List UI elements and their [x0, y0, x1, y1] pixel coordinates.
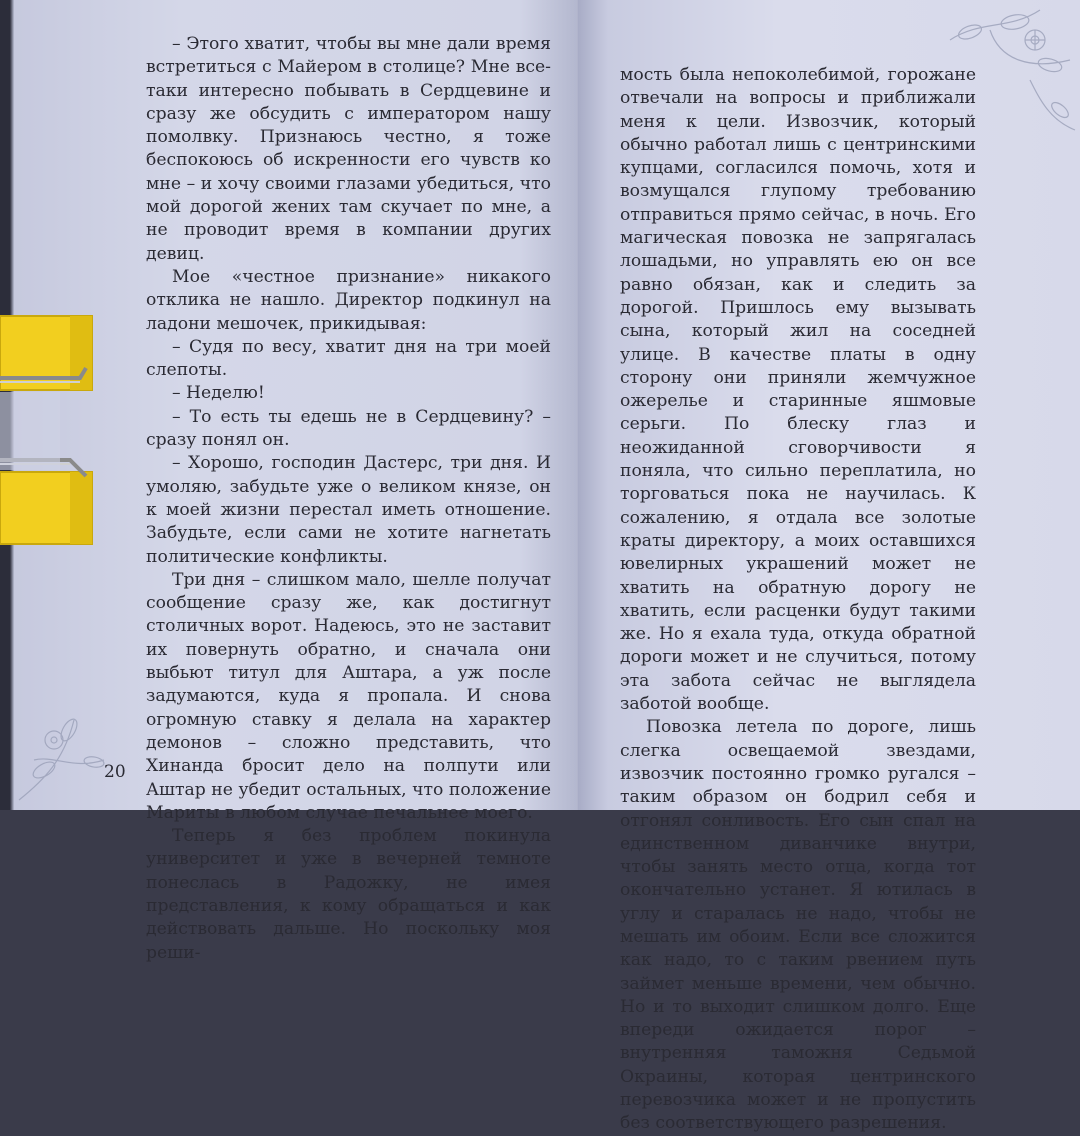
binder-clip-icon — [0, 310, 96, 550]
paragraph: – То есть ты едешь не в Сердцевину? – сразу понял он. — [146, 406, 551, 451]
paragraph: мость была непоколебимой, горожане отвечали на вопросы и приближали меня к цели. Извозчик, который обычно работал лишь с центринскими купцами, согласился помочь, хотя и возмущался глупому требованию отправиться прямо сейчас, в ночь. Его магическая повозка не запрягалась лошадьми, но управлять ею он все равно обязан, как и следить за дорогой. Пришлось ему вызывать сына, который жил на соседней улице. В качестве платы в одну сторону они приняли жемчужное ожерелье и старинные яшмовые серьги. По блеску глаз и неожиданной сговорчивости я поняла, что сильно переплатила, но торговаться пока не научилась. К сожалению, я отдала все золотые краты директору, а моих оставшихся ювелирных украшений может не хватить на обратную дорогу не хватить, если расценки будут такими же. Но я ехала туда, откуда обратной дороги может и не случиться, потому эта забота сейчас не выглядела заботой вообще. — [620, 65, 976, 715]
paragraph: Теперь я без проблем покинула университет и уже в вечерней темноте понеслась в Радожку, не имея представления, к кому обращаться и как действовать дальше. Но поскольку моя реши- — [146, 826, 551, 963]
paragraph: Три дня – слишком мало, шелле получат сообщение сразу же, как достигнут столичных ворот. Надеюсь, это не заставит их повернуть обратно, и сначала они выбьют титул для Аштара, а уж после задумаются, куда я пропала. И снова огромную ставку я делала на характер демонов – сложно представить, что Хинанда бросит дело на полпути или Аштар не убедит остальных, что положение Мариты в любом случае печальнее моего. — [146, 569, 551, 823]
paragraph: Повозка летела по дороге, лишь слегка освещаемой звездами, извозчик постоянно громко ругался – таким образом он бодрил себя и отгонял сонливость. Его сын спал на единственном диванчике внутри, чтобы занять место отца, когда тот окончательно устанет. Я ютилась в углу и старалась не надо, чтобы не мешать им обоим. Если все сложится как надо, то с таким рвением путь займет меньше времени, чем обычно. Но и то выходит слишком долго. Еще впереди ожидается порог – внутренняя таможня Седьмой Окраины, которая центринского перевозчика может и не пропустить без соответствующего разрешения. — [620, 717, 976, 1134]
left-page-text — [146, 33, 551, 965]
paragraph: – Этого хватит, чтобы вы мне дали время встретиться с Майером в столице? Мне все-таки интересно побывать в Сердцевине и сразу же обсудить с императором нашу помолвку. Признаюсь честно, я тоже беспокоюсь об искренности его чувств ко мне – и хочу своими глазами убедиться, что мой дорогой жених там скучает по мне, а не проводит время в компании других девиц. — [146, 34, 551, 264]
floral-ornament-icon — [14, 700, 124, 810]
paragraph: Мое «честное признание» никакого отклика не нашло. Директор подкинул на ладони мешочек, прикидывая: — [146, 266, 551, 334]
paragraph: – Судя по весу, хватит дня на три моей слепоты. — [146, 336, 551, 381]
right-page-text — [620, 64, 976, 1136]
page-number: 20 — [104, 762, 126, 782]
paragraph: – Неделю! — [172, 383, 265, 404]
paragraph: – Хорошо, господин Дастерс, три дня. И умоляю, забудьте уже о великом князе, он к моей жизни перестал иметь отношение. Забудьте, если сами не хотите нагнетать политические конфликты. — [146, 453, 551, 567]
